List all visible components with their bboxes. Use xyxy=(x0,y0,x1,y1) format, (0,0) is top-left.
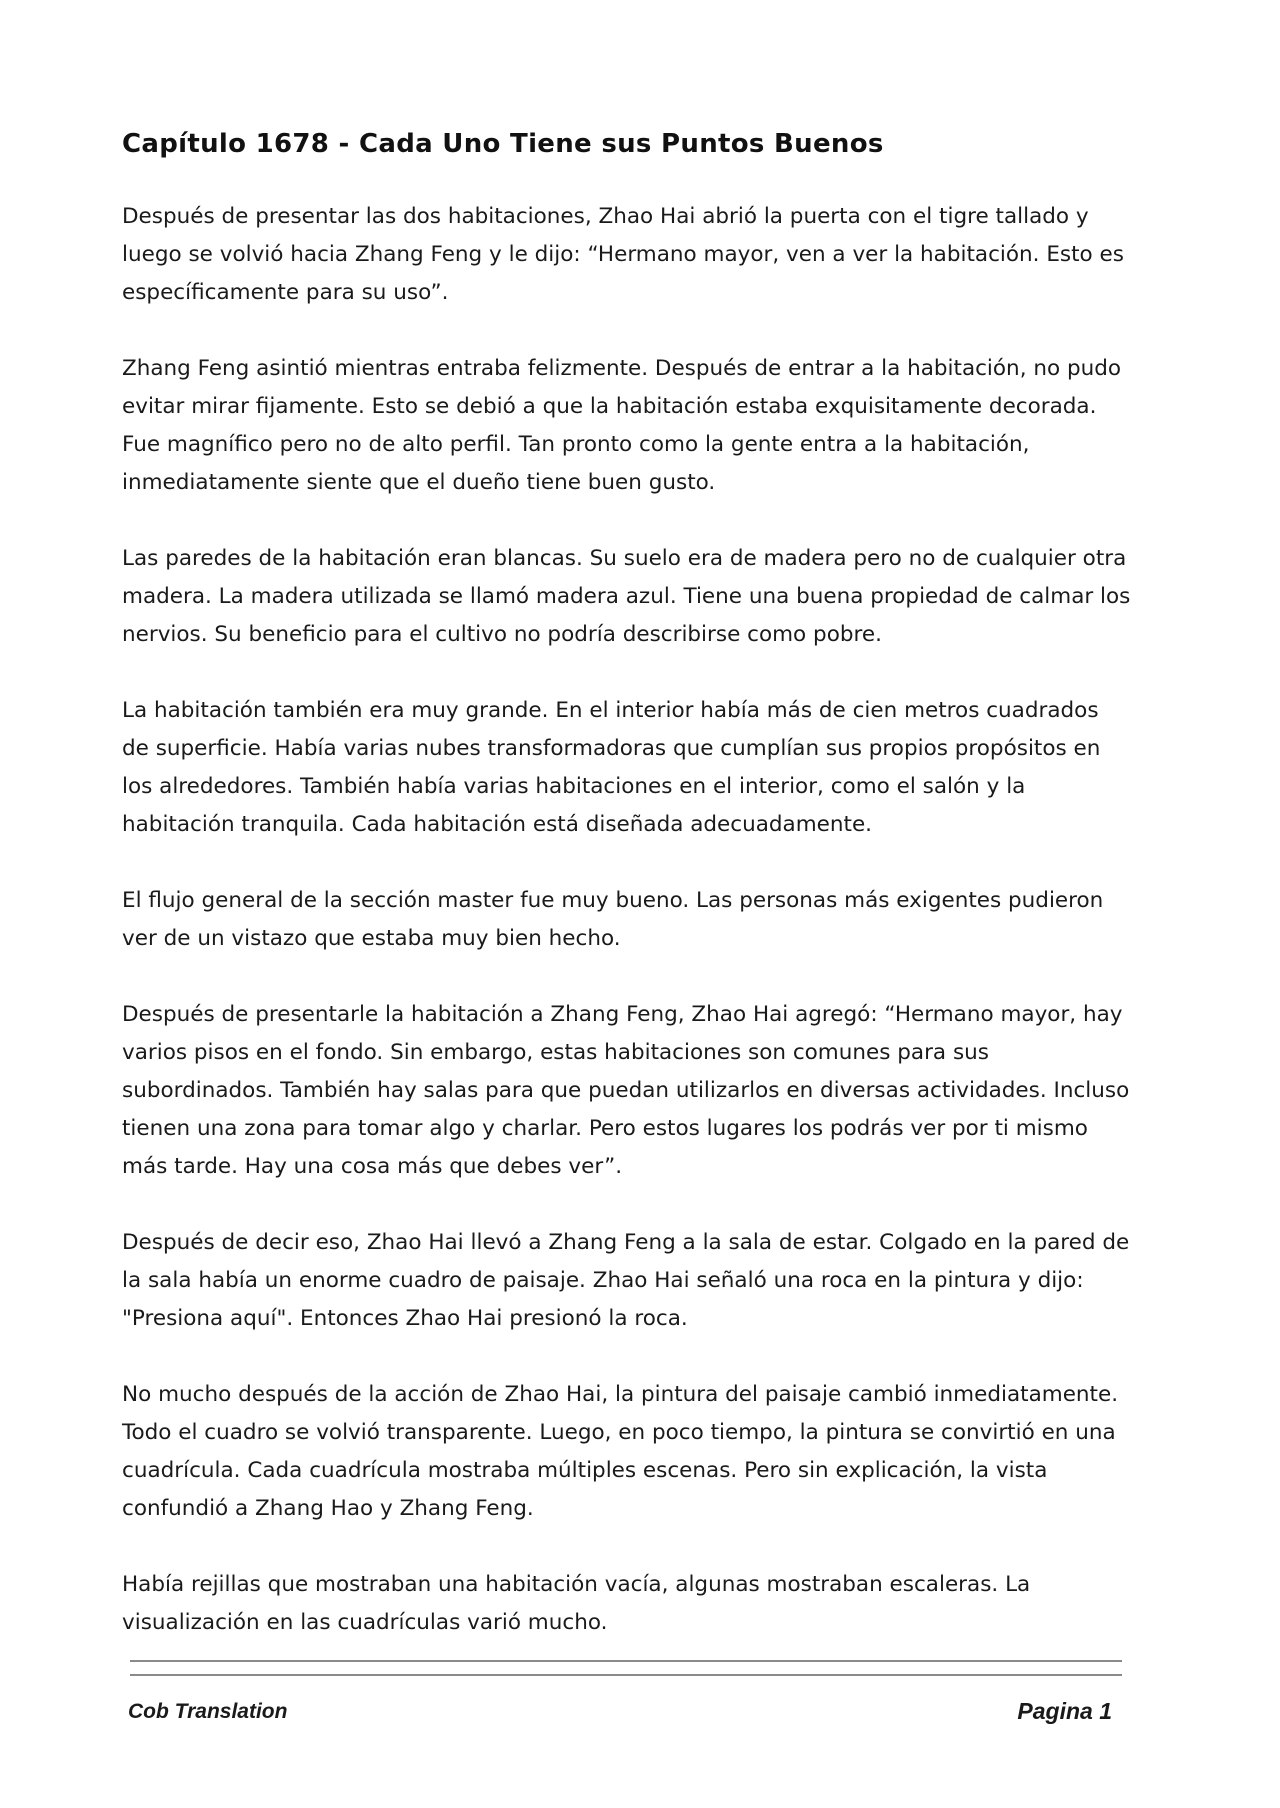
footer-translator-credit: Cob Translation xyxy=(128,1700,288,1723)
paragraph: No mucho después de la acción de Zhao Hai, la pintura del paisaje cambió inmediatamente. Todo el cuadro se volvió transparente. Luego, en poco tiempo, la pintura se convirtió en una cuadrícula. Cada cuadrícula mostraba múltiples escenas. Pero sin explicación, la vista confundió a Zhang Hao y Zhang Feng. xyxy=(122,1382,1119,1521)
paragraph: Había rejillas que mostraban una habitación vacía, algunas mostraban escaleras. La visualización en las cuadrículas varió mucho. xyxy=(122,1572,1031,1635)
paragraph: La habitación también era muy grande. En el interior había más de cien metros cuadrados de superficie. Había varias nubes transformadoras que cumplían sus propios propósitos en los alrededores. También había varias habitaciones en el interior, como el salón y la habitación tranquila. Cada habitación está diseñada adecuadamente. xyxy=(122,698,1101,837)
paragraph: Después de presentar las dos habitaciones, Zhao Hai abrió la puerta con el tigre tallado y luego se volvió hacia Zhang Feng y le dijo: “Hermano mayor, ven a ver la habitación. Esto es específicamente para su uso”. xyxy=(122,204,1124,305)
paragraph: Después de presentarle la habitación a Zhang Feng, Zhao Hai agregó: “Hermano mayor, hay varios pisos en el fondo. Sin embargo, estas habitaciones son comunes para sus subordinados. También hay salas para que puedan utilizarlos en diversas actividades. Incluso tienen una zona para tomar algo y charlar. Pero estos lugares los podrás ver por ti mismo más tarde. Hay una cosa más que debes ver”. xyxy=(122,1002,1130,1179)
footer-page-number: Pagina 1 xyxy=(1017,1698,1112,1724)
paragraph: Zhang Feng asintió mientras entraba felizmente. Después de entrar a la habitación, no pudo evitar mirar fijamente. Esto se debió a que la habitación estaba exquisitamente decorada. Fue magnífico pero no de alto perfil. Tan pronto como la gente entra a la habitación, inmediatamente siente que el dueño tiene buen gusto. xyxy=(122,356,1122,495)
paragraph: El flujo general de la sección master fue muy bueno. Las personas más exigentes pudieron ver de un vistazo que estaba muy bien hecho. xyxy=(122,888,1104,951)
chapter-title: Capítulo 1678 - Cada Uno Tiene sus Puntos Buenos xyxy=(122,129,884,159)
footer-divider xyxy=(130,1674,1122,1676)
paragraph: Después de decir eso, Zhao Hai llevó a Zhang Feng a la sala de estar. Colgado en la pared de la sala había un enorme cuadro de paisaje. Zhao Hai señaló una roca en la pintura y dijo: "Presiona aquí". Entonces Zhao Hai presionó la roca. xyxy=(122,1230,1130,1331)
chapter-body xyxy=(122,198,1132,1680)
paragraph: Las paredes de la habitación eran blancas. Su suelo era de madera pero no de cualquier otra madera. La madera utilizada se llamó madera azul. Tiene una buena propiedad de calmar los nervios. Su beneficio para el cultivo no podría describirse como pobre. xyxy=(122,546,1131,647)
footer-divider xyxy=(130,1660,1122,1662)
